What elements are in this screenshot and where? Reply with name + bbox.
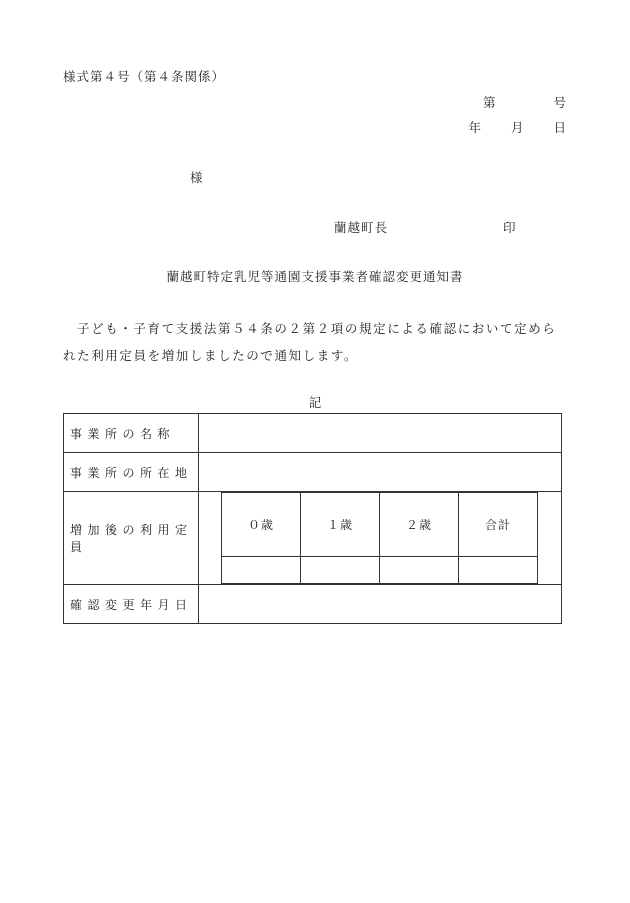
seal-mark: 印 <box>503 220 516 235</box>
capacity-table <box>221 492 538 584</box>
capacity-value-age1 <box>301 557 380 584</box>
value-increased-capacity <box>199 492 562 585</box>
table-row <box>64 492 562 585</box>
capacity-header-row <box>222 493 538 557</box>
issuer-name: 蘭越町長 <box>334 220 389 235</box>
value-facility-address <box>199 453 562 492</box>
capacity-header-age2: ２歳 <box>380 493 459 557</box>
document-title: 蘭越町特定乳児等通園支援事業者確認変更通知書 <box>166 269 464 284</box>
document-date <box>468 118 566 136</box>
date-month: 月 <box>510 120 524 135</box>
form-label: 様式第４号（第４条関係） <box>63 69 226 84</box>
label-facility-address: 事業所の所在地 <box>64 453 199 492</box>
number-suffix: 号 <box>553 95 566 110</box>
date-year: 年 <box>468 120 481 135</box>
document-number <box>483 93 566 111</box>
body-text: 子ども・子育て支援法第５４条の２第２項の規定による確認において定められた利用定員を増加しましたので通知します。 <box>63 321 557 363</box>
capacity-value-row <box>222 557 538 584</box>
capacity-value-age2 <box>380 557 459 584</box>
ki-heading: 記 <box>308 395 322 410</box>
number-prefix: 第 <box>482 95 496 110</box>
table-row <box>64 453 562 492</box>
value-change-date <box>199 585 562 624</box>
recipient-honorific: 様 <box>190 170 203 185</box>
label-change-date: 確認変更年月日 <box>64 585 199 624</box>
date-day: 日 <box>553 120 566 135</box>
capacity-value-age0 <box>222 557 301 584</box>
capacity-header-age0: ０歳 <box>222 493 301 557</box>
value-facility-name <box>199 414 562 453</box>
capacity-header-total: 合計 <box>459 493 538 557</box>
label-facility-name: 事業所の名称 <box>64 414 199 453</box>
capacity-header-age1: １歳 <box>301 493 380 557</box>
capacity-value-total <box>459 557 538 584</box>
table-row <box>64 585 562 624</box>
details-table <box>63 413 562 624</box>
label-increased-capacity: 増加後の利用定員 <box>64 492 199 585</box>
table-row <box>64 414 562 453</box>
